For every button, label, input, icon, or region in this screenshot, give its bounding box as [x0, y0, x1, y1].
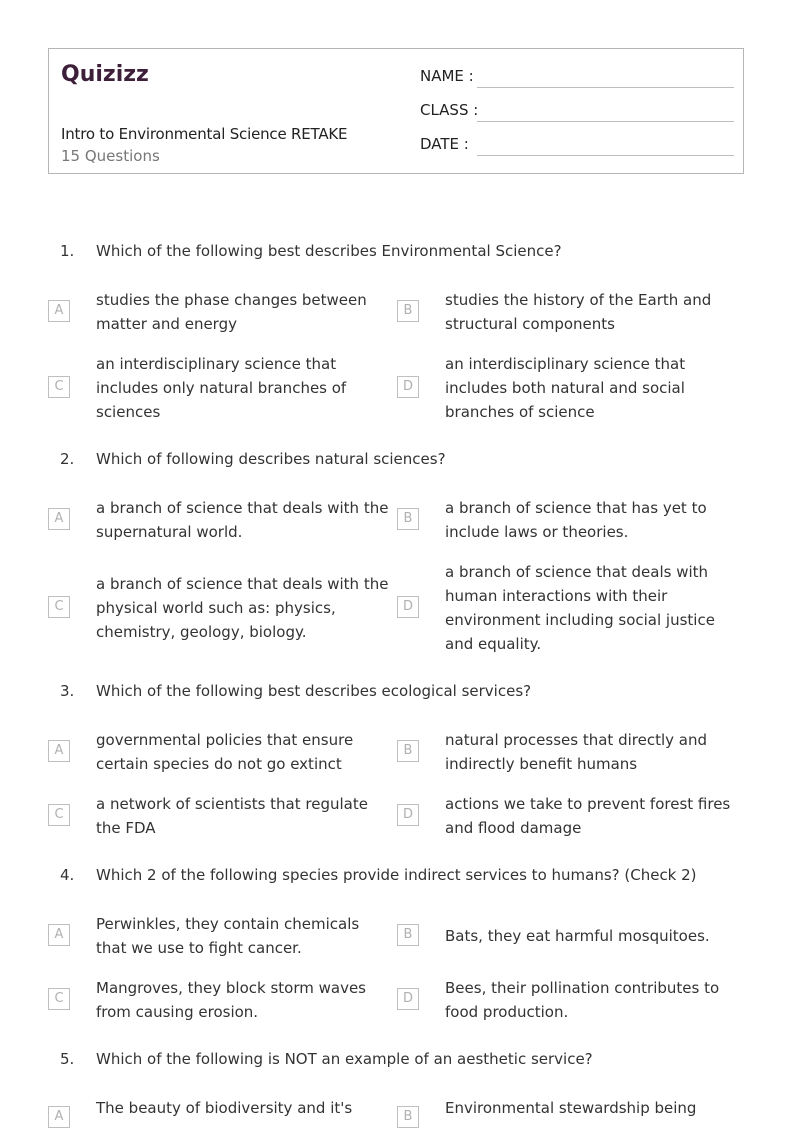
option-b-text: studies the history of the Earth and structural components: [445, 291, 712, 333]
option-d-text: actions we take to prevent forest fires and flood damage: [445, 795, 731, 837]
option-c-text: an interdisciplinary science that includes only natural branches of sciences: [96, 355, 347, 421]
worksheet-header: [48, 48, 744, 174]
option-a-text: Perwinkles, they contain chemicals that we use to fight cancer.: [96, 915, 360, 957]
option-b-box[interactable]: B: [397, 740, 419, 762]
class-label: CLASS :: [420, 101, 479, 119]
name-field[interactable]: [420, 67, 734, 91]
option-c-text: a branch of science that deals with the physical world such as: physics, chemistry, geology, biology.: [96, 575, 389, 641]
question-number: 4.: [60, 866, 75, 884]
date-field[interactable]: [420, 135, 734, 159]
quizizz-logo: [61, 59, 153, 87]
option-b-box[interactable]: B: [397, 1106, 419, 1128]
option-b-box[interactable]: B: [397, 508, 419, 530]
option-a-box[interactable]: A: [48, 508, 70, 530]
option-c-text: Mangroves, they block storm waves from causing erosion.: [96, 979, 366, 1021]
option-d-text: Bees, their pollination contributes to food production.: [445, 979, 720, 1021]
option-a-box[interactable]: A: [48, 740, 70, 762]
option-a-text: The beauty of biodiversity and it's: [96, 1099, 353, 1117]
question-number: 3.: [60, 682, 75, 700]
class-line[interactable]: [477, 121, 734, 122]
name-label: NAME :: [420, 67, 474, 85]
option-c-text: a network of scientists that regulate the FDA: [96, 795, 368, 837]
option-b-text: Environmental stewardship being: [445, 1099, 697, 1117]
option-d-box[interactable]: D: [397, 376, 419, 398]
name-line[interactable]: [477, 87, 734, 88]
option-d-box[interactable]: D: [397, 804, 419, 826]
question-text: Which of the following best describes Environmental Science?: [96, 242, 562, 260]
option-b-text: Bats, they eat harmful mosquitoes.: [445, 927, 710, 945]
question-text: Which of following describes natural sciences?: [96, 450, 446, 468]
logo-text: Quizizz: [61, 62, 149, 87]
date-label: DATE :: [420, 135, 469, 153]
option-a-box[interactable]: A: [48, 300, 70, 322]
option-a-box[interactable]: A: [48, 1106, 70, 1128]
option-d-box[interactable]: D: [397, 988, 419, 1010]
quiz-title: Intro to Environmental Science RETAKE: [61, 125, 348, 143]
option-b-box[interactable]: B: [397, 300, 419, 322]
option-c-box[interactable]: C: [48, 596, 70, 618]
option-a-text: a branch of science that deals with the supernatural world.: [96, 499, 389, 541]
question-number: 2.: [60, 450, 75, 468]
option-d-text: an interdisciplinary science that includes both natural and social branches of science: [445, 355, 686, 421]
option-d-text: a branch of science that deals with human interactions with their environment including social justice and equality.: [445, 563, 715, 653]
question-count: 15 Questions: [61, 147, 160, 165]
option-d-box[interactable]: D: [397, 596, 419, 618]
option-c-box[interactable]: C: [48, 804, 70, 826]
option-a-box[interactable]: A: [48, 924, 70, 946]
question-text: Which of the following is NOT an example of an aesthetic service?: [96, 1050, 593, 1068]
question-number: 5.: [60, 1050, 75, 1068]
option-a-text: studies the phase changes between matter and energy: [96, 291, 367, 333]
question-number: 1.: [60, 242, 75, 260]
question-text: Which 2 of the following species provide indirect services to humans? (Check 2): [96, 866, 697, 884]
date-line[interactable]: [477, 155, 734, 156]
question-text: Which of the following best describes ecological services?: [96, 682, 532, 700]
option-c-box[interactable]: C: [48, 376, 70, 398]
option-a-text: governmental policies that ensure certain species do not go extinct: [96, 731, 354, 773]
class-field[interactable]: [420, 101, 734, 125]
option-c-box[interactable]: C: [48, 988, 70, 1010]
option-b-text: a branch of science that has yet to include laws or theories.: [445, 499, 707, 541]
option-b-box[interactable]: B: [397, 924, 419, 946]
option-b-text: natural processes that directly and indirectly benefit humans: [445, 731, 707, 773]
